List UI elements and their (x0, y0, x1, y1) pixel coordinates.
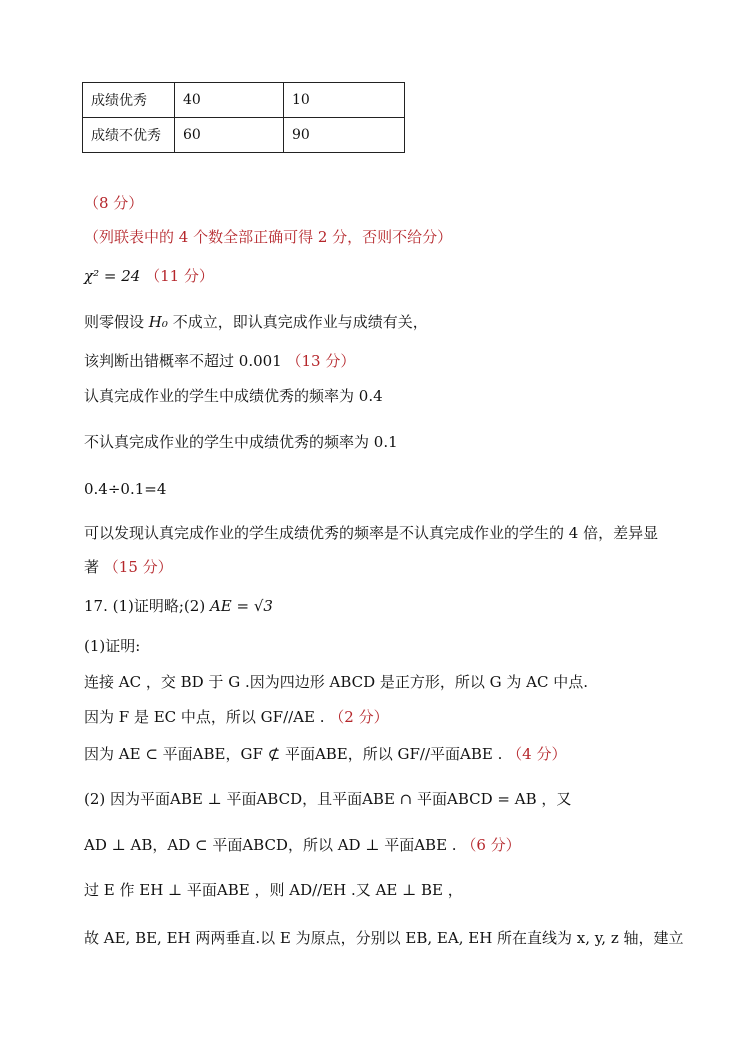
chi-square-line (84, 266, 214, 286)
score-note: （2 分） (329, 708, 389, 726)
text-line (84, 707, 389, 727)
score-note: （11 分） (145, 267, 214, 285)
formula: χ² = 24 (84, 267, 141, 285)
table-cell: 成绩优秀 (83, 83, 175, 118)
formula: H₀ (148, 313, 168, 331)
text-line: 认真完成作业的学生中成绩优秀的频率为 0.4 (84, 387, 383, 405)
formula: AE = √3 (209, 597, 273, 615)
text-line: (1)证明: (84, 637, 141, 655)
text-line: 故 AE, BE, EH 两两垂直.以 E 为原点，分别以 EB, EA, EH 所在直线为 x, y, z 轴，建立 (84, 929, 684, 947)
score-note: （6 分） (461, 836, 521, 854)
text-span: 该判断出错概率不超过 0.001 (84, 352, 282, 370)
text-line: 过 E 作 EH ⊥ 平面ABE ，则 AD//EH .又 AE ⊥ BE ， (84, 881, 463, 899)
contingency-table (82, 82, 405, 153)
text-line: 连接 AC ，交 BD 于 G .因为四边形 ABCD 是正方形，所以 G 为 AC 中点. (84, 673, 589, 691)
table-cell: 10 (284, 83, 405, 118)
text-span: 则零假设 (84, 313, 145, 331)
text-line (84, 351, 355, 371)
table-cell: 60 (175, 118, 284, 153)
text-span: 不成立，即认真完成作业与成绩有关， (172, 313, 428, 331)
problem-17-answer (84, 596, 273, 616)
score-note: （列联表中的 4 个数全部正确可得 2 分，否则不给分） (84, 228, 453, 246)
score-note: （15 分） (103, 558, 173, 576)
text-line (84, 557, 173, 577)
text-line (84, 835, 521, 855)
text-line: 可以发现认真完成作业的学生成绩优秀的频率是不认真完成作业的学生的 4 倍，差异显 (84, 524, 659, 542)
text-span: 因为 F 是 EC 中点，所以 GF//AE . (84, 708, 325, 726)
text-line (84, 744, 566, 764)
text-line (84, 312, 428, 332)
table-cell: 成绩不优秀 (83, 118, 175, 153)
score-note: （8 分） (84, 194, 144, 212)
table-row (83, 118, 405, 153)
text-span: 著 (84, 558, 100, 576)
text-span: AD ⊥ AB，AD ⊂ 平面ABCD，所以 AD ⊥ 平面ABE . (84, 836, 457, 854)
table-cell: 90 (284, 118, 405, 153)
text-line: (2) 因为平面ABE ⊥ 平面ABCD，且平面ABE ∩ 平面ABCD = AB ，又 (84, 790, 572, 808)
text-span: 因为 AE ⊂ 平面ABE，GF ⊄ 平面ABE，所以 GF//平面ABE . (84, 745, 503, 763)
table-row (83, 83, 405, 118)
table-cell: 40 (175, 83, 284, 118)
text-span: 17. (1)证明略;(2) (84, 597, 206, 615)
score-note: （4 分） (507, 745, 567, 763)
text-line: 不认真完成作业的学生中成绩优秀的频率为 0.1 (84, 433, 398, 451)
score-note: （13 分） (286, 352, 356, 370)
text-line: 0.4÷0.1=4 (84, 480, 167, 498)
